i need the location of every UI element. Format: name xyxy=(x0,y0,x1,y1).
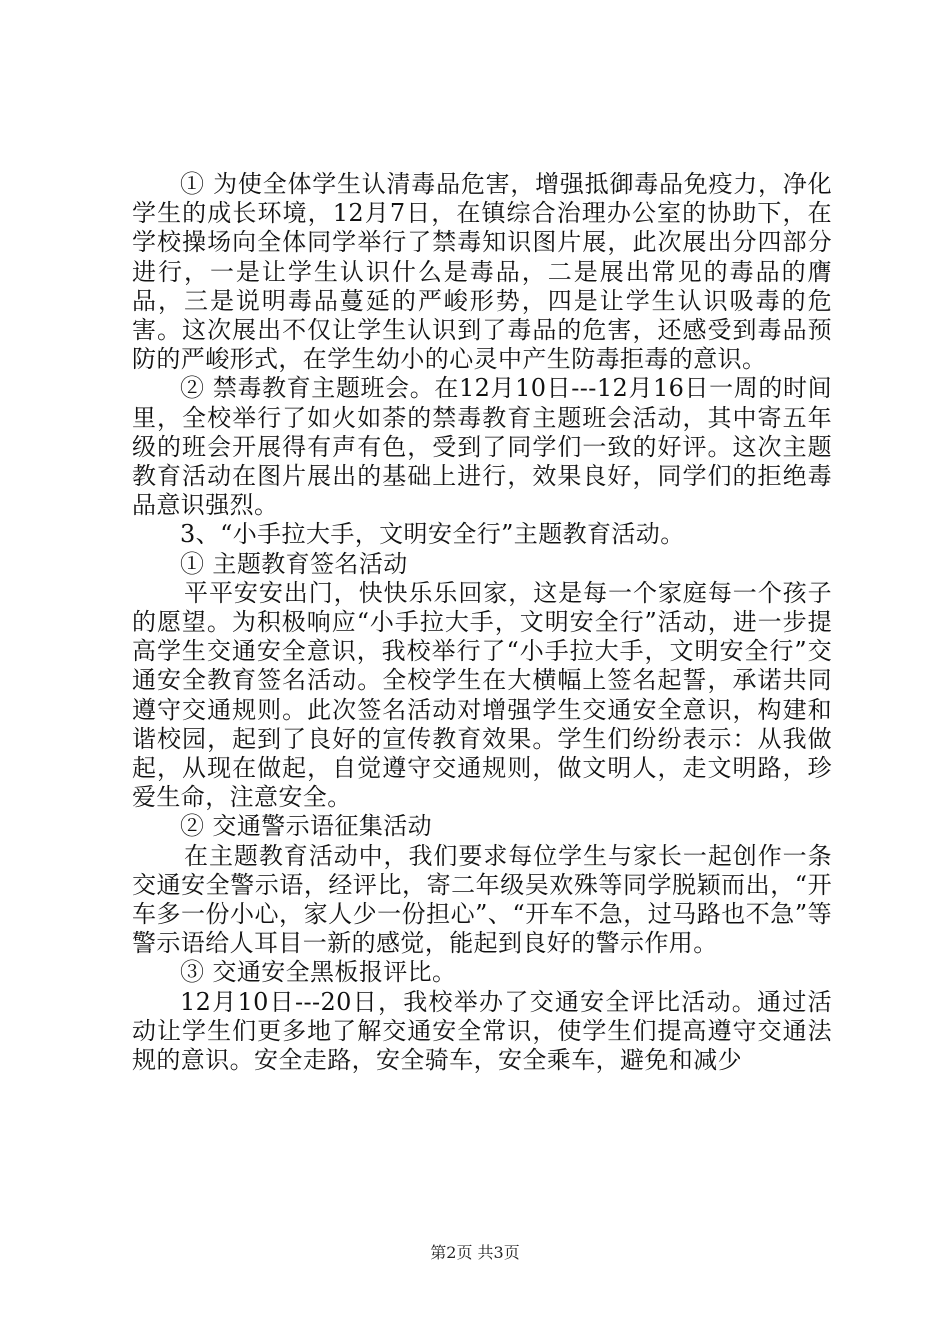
paragraph-drug-exhibition: ① 为使全体学生认清毒品危害，增强抵御毒品免疫力，净化学生的成长环境，12月7日，在镇综合治理办公室的协助下，在学校操场向全体同学举行了禁毒知识图片展，此次展出分四部分进行，一是让学生认识什么是毒品，二是展出常见的毒品的膺品，三是说明毒品蔓延的严峻形势，四是让学生认识吸毒的危害。这次展出不仅让学生认识到了毒品的危害，还感受到毒品预防的严峻形式，在学生幼小的心灵中产生防毒拒毒的意识。 xyxy=(132,170,832,374)
subheading-signature-activity: ① 主题教育签名活动 xyxy=(180,549,408,578)
subheading-blackboard-contest: ③ 交通安全黑板报评比。 xyxy=(180,958,457,987)
paragraph-signature-activity: 平平安安出门，快快乐乐回家，这是每一个家庭每一个孩子的愿望。为积极响应“小手拉大手，文明安全行”活动，进一步提高学生交通安全意识，我校举行了“小手拉大手，文明安全行”交通安全教育签名活动。全校学生在大横幅上签名起誓，承诺共同遵守交通规则。此次签名活动对增强学生交通安全意识，构建和谐校园，起到了良好的宣传教育效果。学生们纷纷表示：从我做起，从现在做起，自觉遵守交通规则，做文明人，走文明路，珍爱生命，注意安全。 xyxy=(132,578,832,812)
subheading-slogan-collection: ② 交通警示语征集活动 xyxy=(180,812,433,841)
section-heading-traffic-safety: 3、“小手拉大手，文明安全行”主题教育活动。 xyxy=(180,520,685,549)
paragraph-class-meeting: ② 禁毒教育主题班会。在12月10日---12月16日一周的时间里，全校举行了如火如荼的禁毒教育主题班会活动，其中寄五年级的班会开展得有声有色，受到了同学们一致的好评。这次主题教育活动在图片展出的基础上进行，效果良好，同学们的拒绝毒品意识强烈。 xyxy=(132,374,832,520)
paragraph-slogan-collection: 在主题教育活动中，我们要求每位学生与家长一起创作一条交通安全警示语，经评比，寄二年级吴欢殊等同学脱颖而出，“开车多一份小心，家人少一份担心”、“开车不急，过马路也不急”等警示语给人耳目一新的感觉，能起到良好的警示作用。 xyxy=(132,841,832,958)
document-body xyxy=(132,170,832,1075)
page-number-footer: 第2页 共3页 xyxy=(430,1243,520,1262)
paragraph-blackboard-contest: 12月10日---20日，我校举办了交通安全评比活动。通过活动让学生们更多地了解交通安全常识，使学生们提高遵守交通法规的意识。安全走路，安全骑车，安全乘车，避免和减少 xyxy=(132,987,832,1075)
